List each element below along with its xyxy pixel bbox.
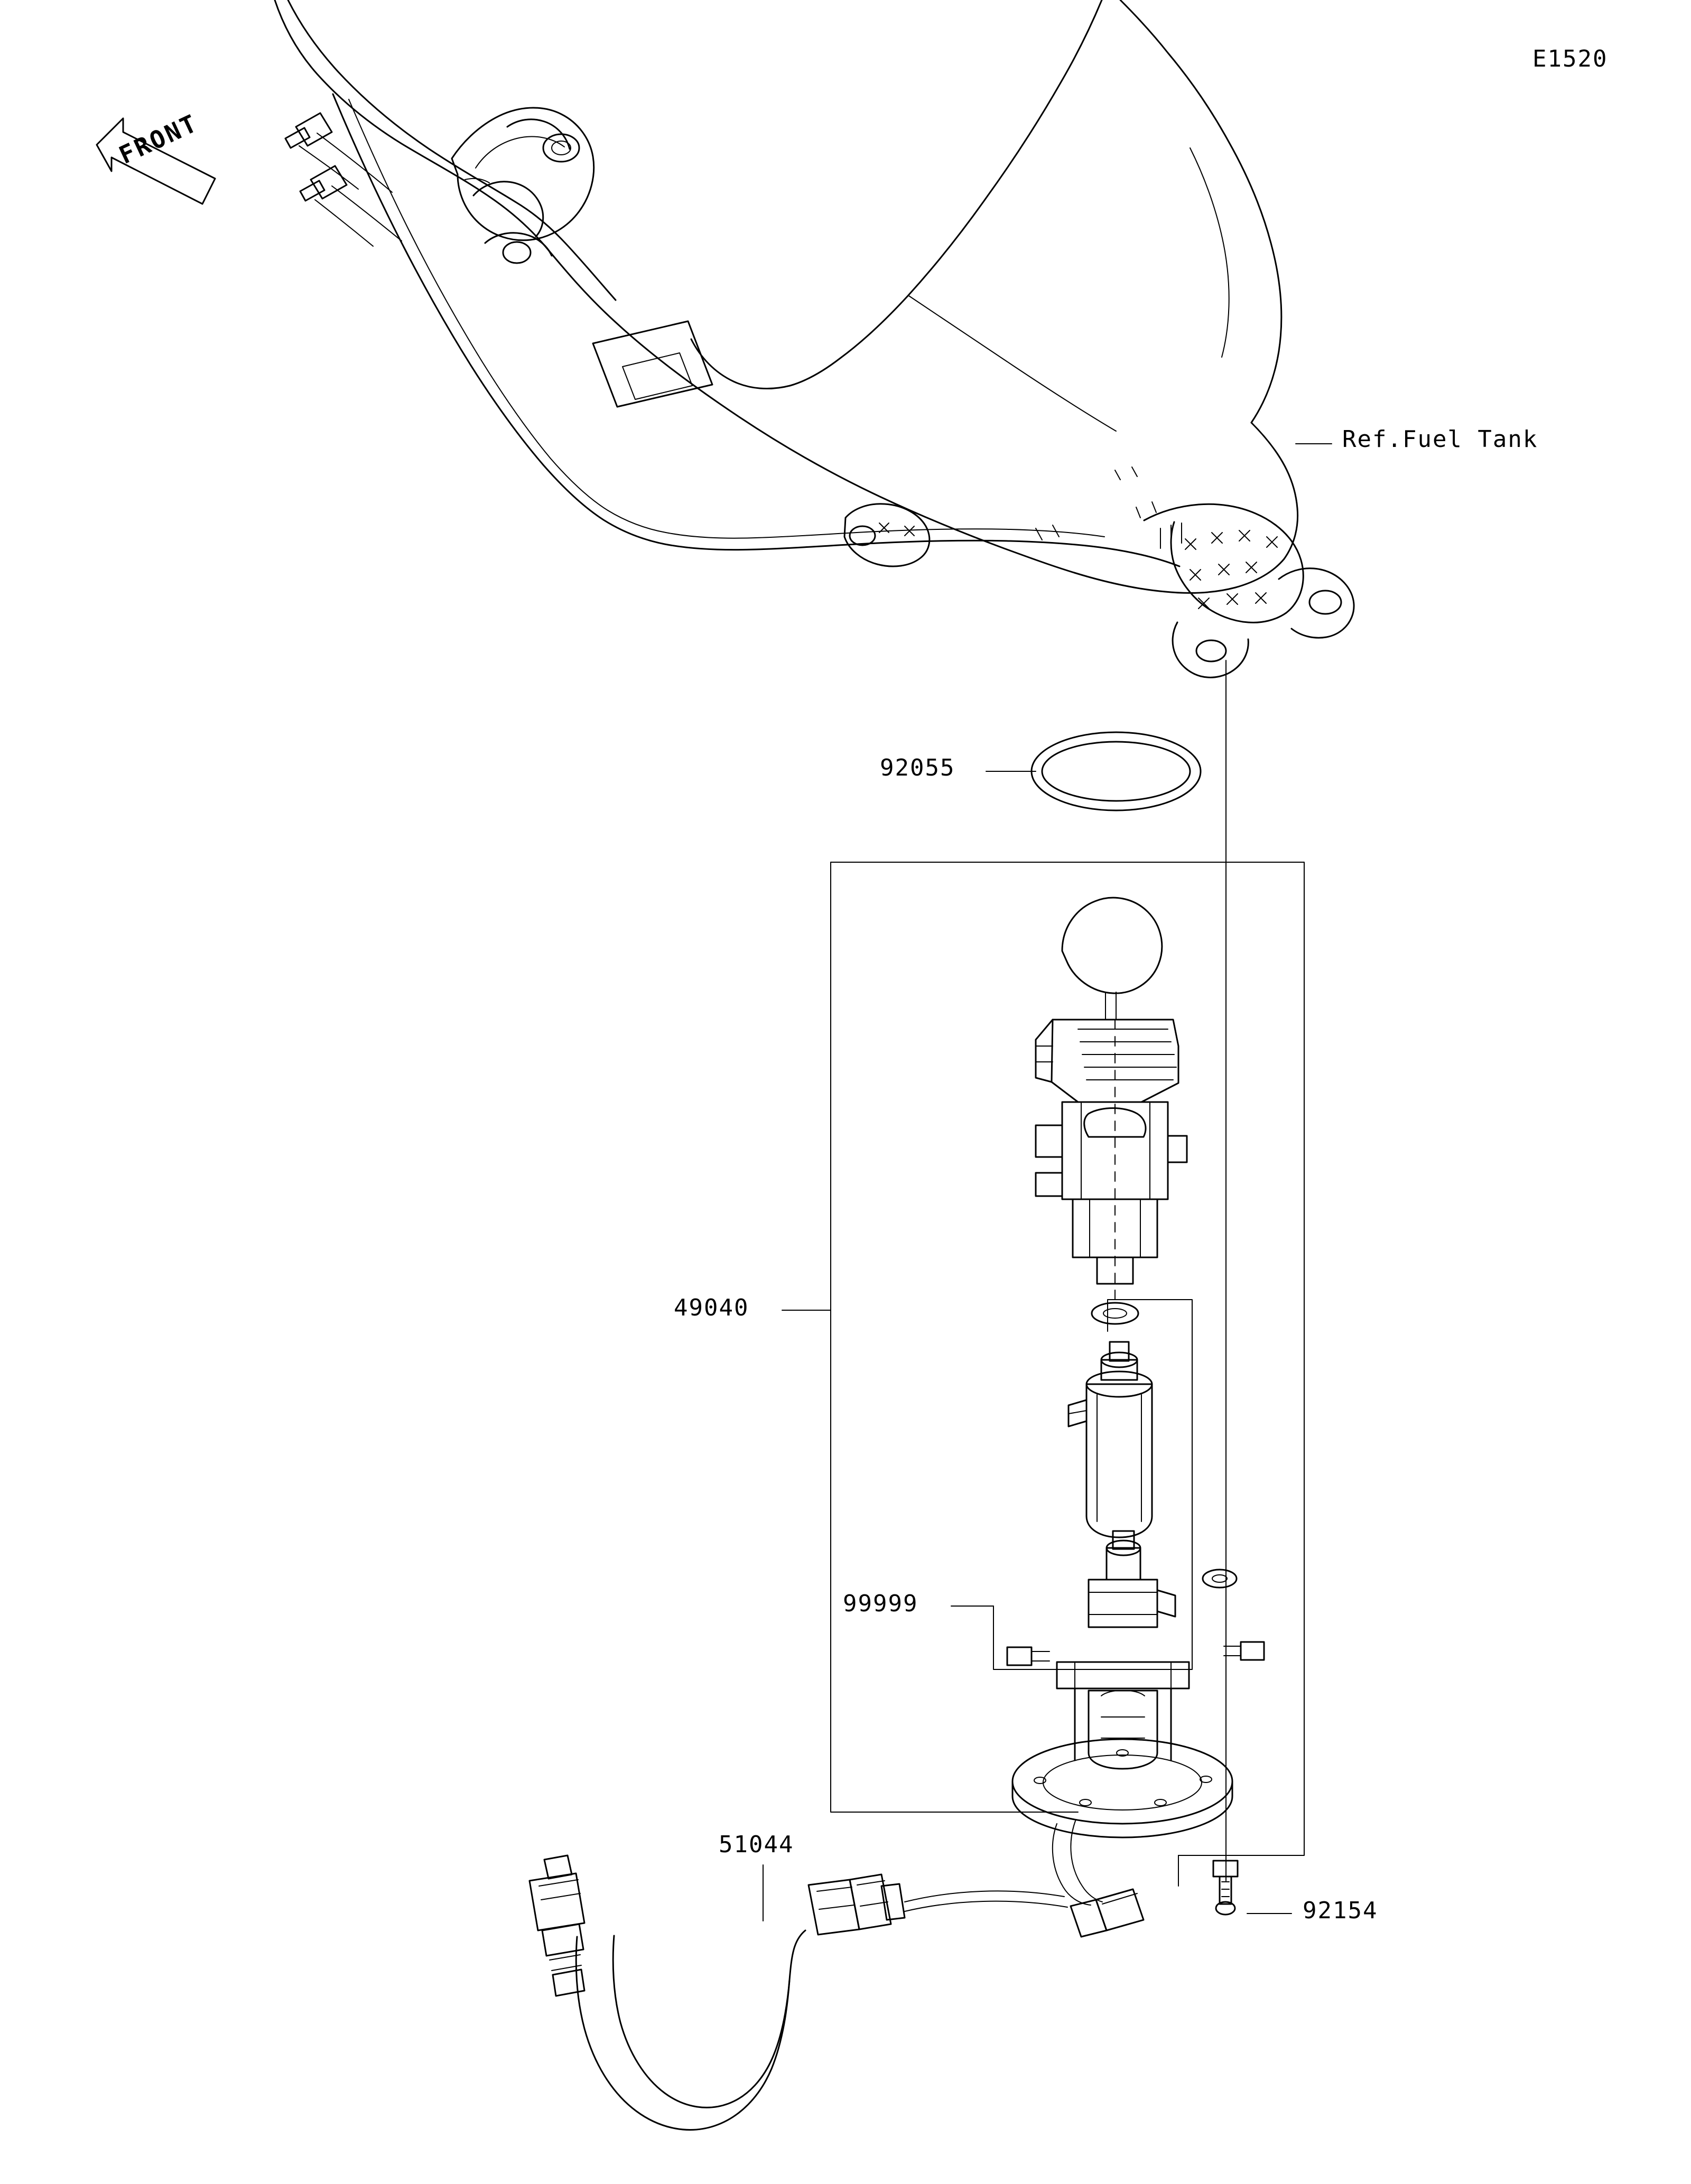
callout-part-51044: 51044 — [719, 1831, 794, 1858]
pump-top-housing — [1036, 898, 1187, 1305]
callout-ref-fuel-tank: Ref.Fuel Tank — [1342, 426, 1538, 453]
pressure-regulator — [1089, 1531, 1175, 1627]
front-direction-indicator — [92, 108, 222, 211]
small-washer — [1203, 1570, 1237, 1588]
callout-part-49040: 49040 — [674, 1294, 749, 1321]
pump-flange-plate — [1012, 1739, 1232, 1837]
fuel-hose-51044 — [529, 1855, 1067, 2130]
callout-part-92154: 92154 — [1303, 1897, 1378, 1924]
diagram-code-label: E1520 — [1532, 45, 1608, 72]
o-ring-92055 — [1032, 732, 1201, 810]
fuel-tank-illustration — [275, 0, 1354, 677]
pump-cage — [1057, 1662, 1189, 1769]
callout-part-99999: 99999 — [843, 1590, 918, 1617]
front-label: FRONT — [115, 108, 203, 170]
pump-grommet — [1092, 1303, 1138, 1324]
fuel-pump-motor — [1069, 1342, 1152, 1537]
callout-part-92055: 92055 — [880, 754, 955, 781]
assembly-bracket-49040 — [831, 862, 1304, 1886]
leader-lines — [763, 444, 1332, 1921]
tank-plate-detail — [593, 321, 712, 407]
